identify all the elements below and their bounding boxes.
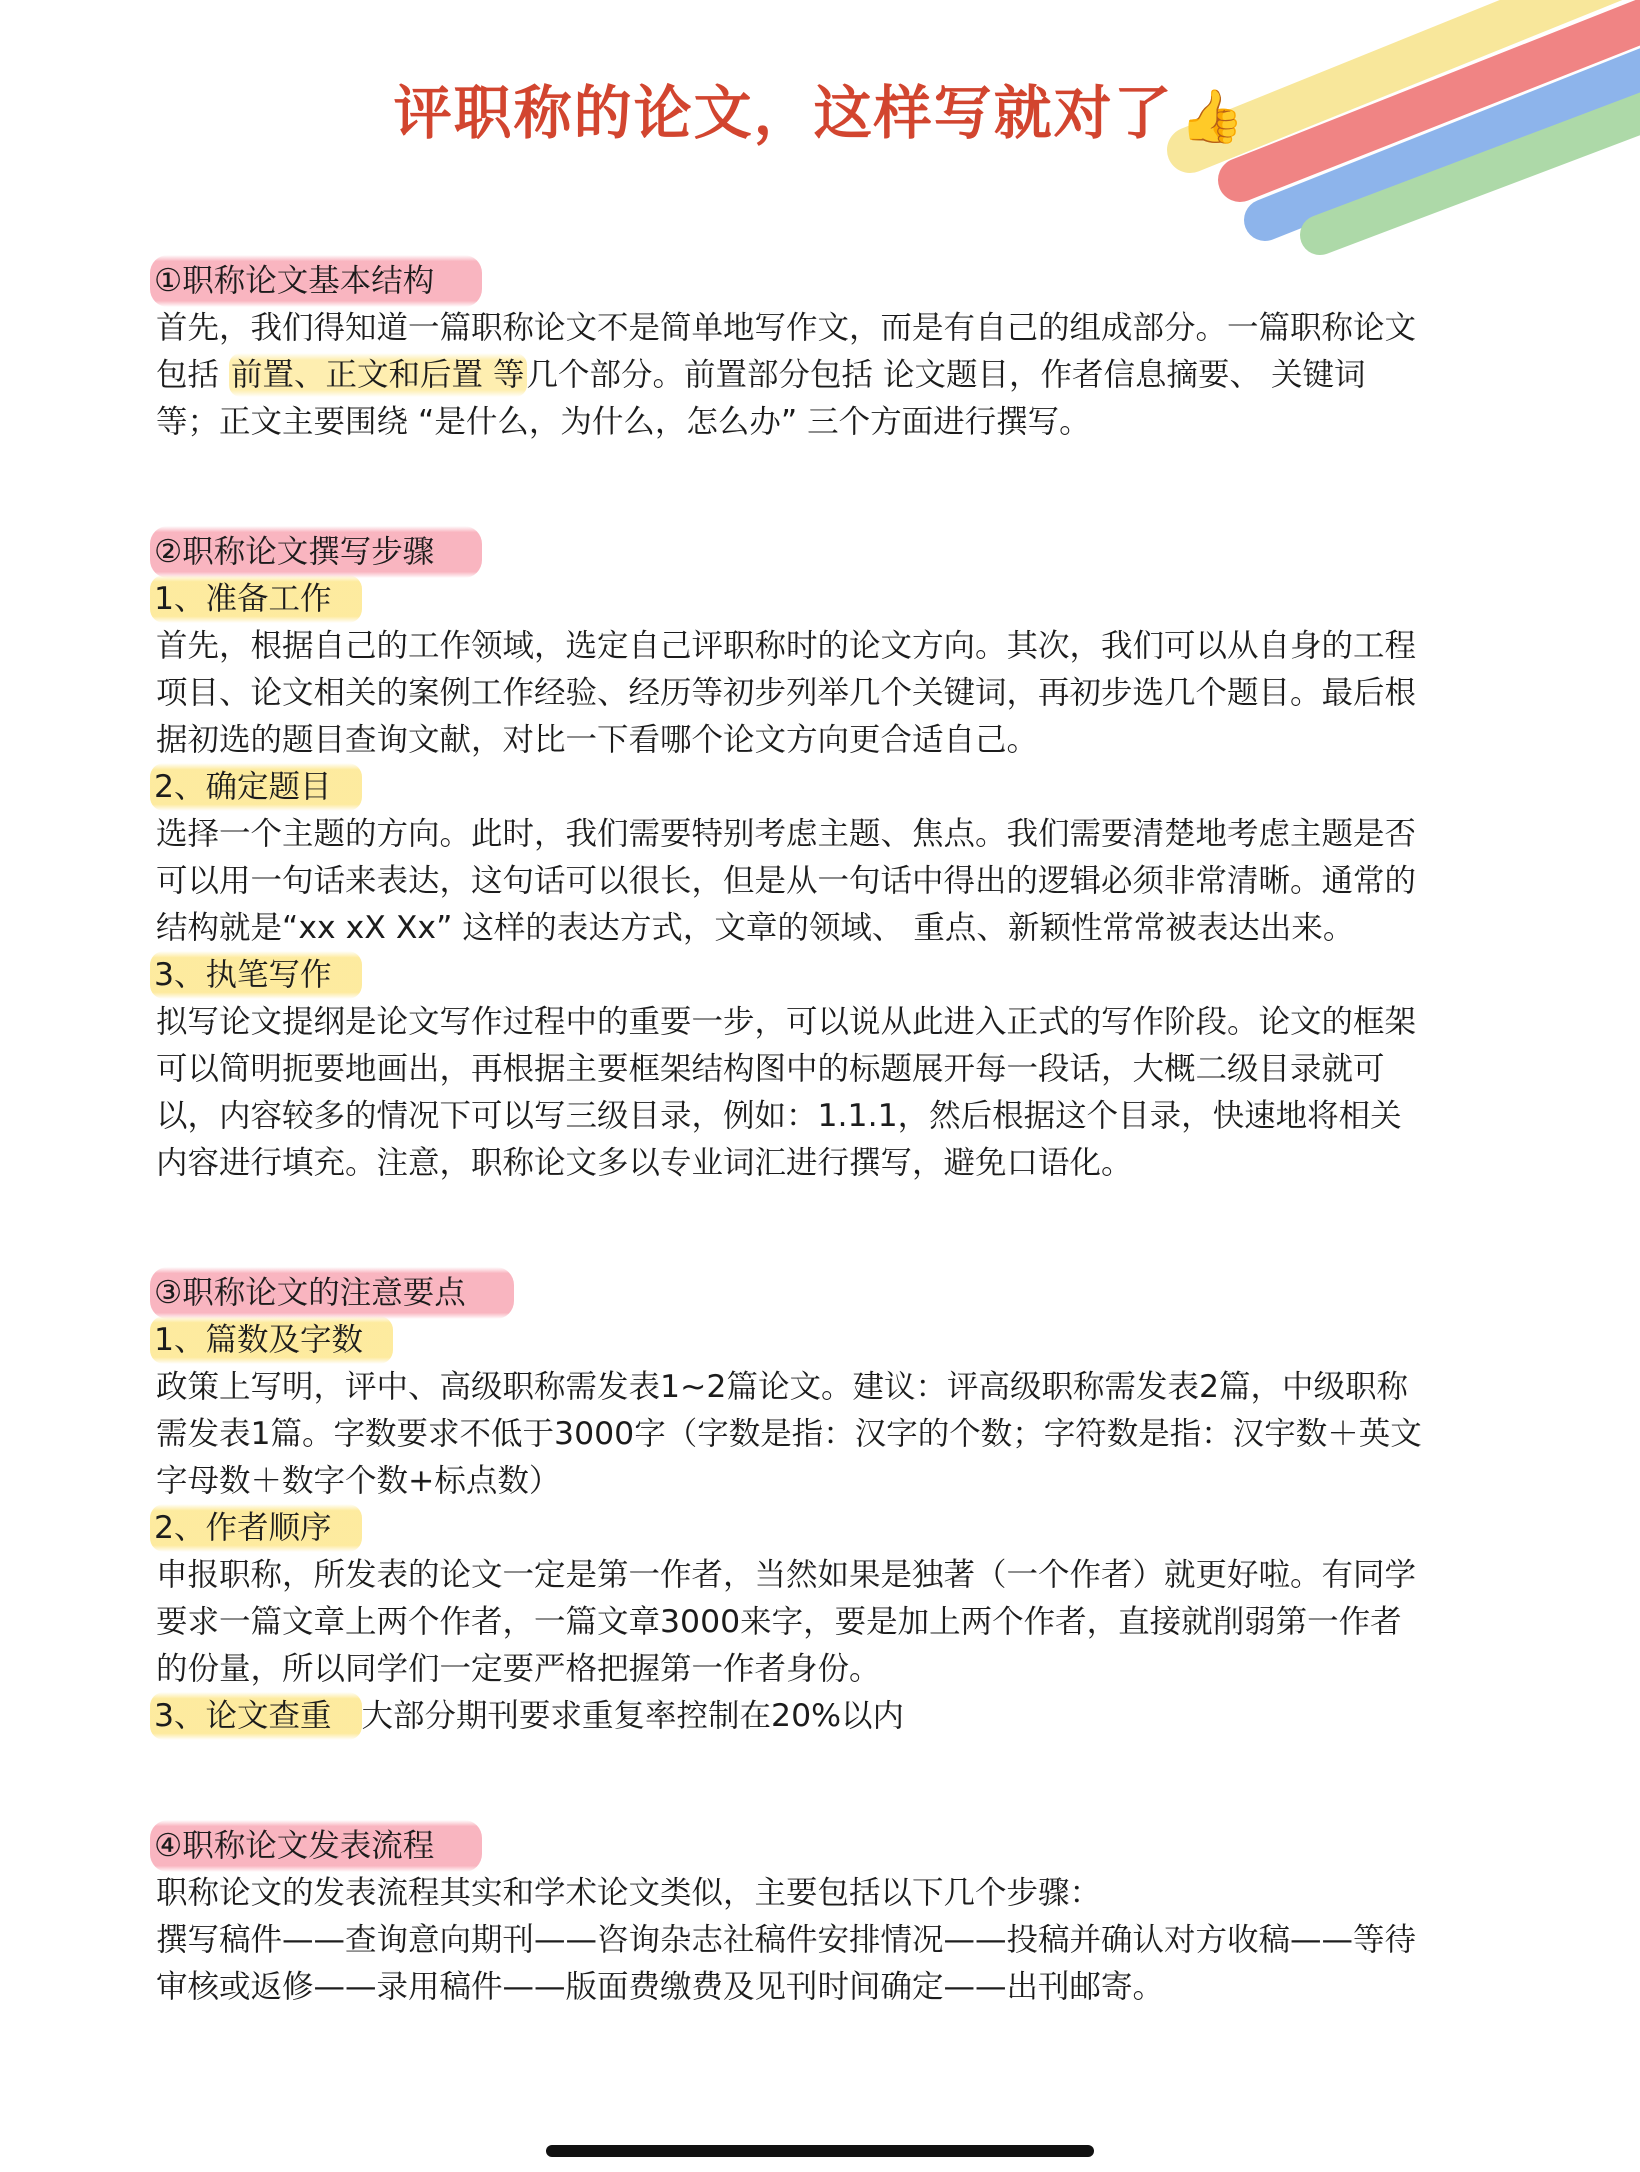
subheading-1 xyxy=(156,1317,1486,1364)
paragraph-line: 首先，我们得知道一篇职称论文不是简单地写作文，而是有自己的组成部分。一篇职称论文 xyxy=(156,310,1417,346)
section-2 xyxy=(156,529,1486,1187)
highlighted-phrase: 前置、正文和后置 等 xyxy=(229,353,527,397)
subheading-label: 3、论文查重 xyxy=(150,1692,362,1740)
paragraph-line: 要求一篇文章上两个作者，一篇文章3000来字，要是加上两个作者，直接就削弱第一作者 xyxy=(156,1604,1402,1640)
paragraph-line: 审核或返修——录用稿件——版面费缴费及见刊时间确定——出刊邮寄。 xyxy=(156,1969,1165,2005)
home-indicator xyxy=(546,2145,1094,2157)
paragraph-line: 包括 前置、正文和后置 等几个部分。前置部分包括 论文题目，作者信息摘要、 关键词 xyxy=(156,352,1486,399)
subheading-1 xyxy=(156,576,1486,623)
section-heading-text: ④职称论文发表流程 xyxy=(150,1820,482,1872)
section-heading xyxy=(156,1823,1486,1870)
paragraph-line: 选择一个主题的方向。此时，我们需要特别考虑主题、焦点。我们需要清楚地考虑主题是否 xyxy=(156,816,1417,852)
paragraph-line: 内容进行填充。注意，职称论文多以专业词汇进行撰写，避免口语化。 xyxy=(156,1145,1133,1181)
paragraph-line: 字母数＋数字个数+标点数） xyxy=(156,1463,561,1499)
subheading-label: 3、执笔写作 xyxy=(150,951,362,999)
paragraph-line: 等；正文主要围绕 “是什么，为什么，怎么办” 三个方面进行撰写。 xyxy=(156,404,1091,440)
paragraph-line: 撰写稿件——查询意向期刊——咨询杂志社稿件安排情况——投稿并确认对方收稿——等待 xyxy=(156,1922,1417,1958)
subheading-2 xyxy=(156,1505,1486,1552)
paragraph-line: 政策上写明，评中、高级职称需发表1~2篇论文。建议：评高级职称需发表2篇，中级职称 xyxy=(156,1369,1409,1405)
page-title xyxy=(0,78,1640,152)
section-heading xyxy=(156,529,1486,576)
section-3 xyxy=(156,1270,1486,1740)
paragraph-line: 项目、论文相关的案例工作经验、经历等初步列举几个关键词，再初步选几个题目。最后根 xyxy=(156,675,1417,711)
paragraph-line: 结构就是“xx xX Xx” 这样的表达方式，文章的领域、 重点、新颖性常常被表达出来。 xyxy=(156,910,1355,946)
paragraph-line: 以，内容较多的情况下可以写三级目录，例如：1.1.1，然后根据这个目录，快速地将相关 xyxy=(156,1098,1402,1134)
subheading-label: 2、确定题目 xyxy=(150,763,362,811)
paragraph-line: 的份量，所以同学们一定要严格把握第一作者身份。 xyxy=(156,1651,881,1687)
section-heading xyxy=(156,258,1486,305)
paragraph-line: 首先，根据自己的工作领域，选定自己评职称时的论文方向。其次，我们可以从自身的工程 xyxy=(156,628,1417,664)
subheading-2 xyxy=(156,764,1486,811)
paragraph-line: 拟写论文提纲是论文写作过程中的重要一步，可以说从此进入正式的写作阶段。论文的框架 xyxy=(156,1004,1417,1040)
subheading-label: 1、准备工作 xyxy=(150,575,362,623)
paragraph-line: 可以简明扼要地画出，再根据主要框架结构图中的标题展开每一段话，大概二级目录就可 xyxy=(156,1051,1385,1087)
subheading-label: 1、篇数及字数 xyxy=(150,1316,393,1364)
subheading-label: 2、作者顺序 xyxy=(150,1504,362,1552)
section-4 xyxy=(156,1823,1486,2011)
article-body xyxy=(156,258,1486,2011)
paragraph-line: 职称论文的发表流程其实和学术论文类似，主要包括以下几个步骤： xyxy=(156,1875,1102,1911)
paragraph-line: 需发表1篇。字数要求不低于3000字（字数是指：汉字的个数；字符数是指：汉宇数＋英文 xyxy=(156,1416,1422,1452)
thumbs-up-icon: 👍 xyxy=(1179,86,1247,147)
section-heading-text: ①职称论文基本结构 xyxy=(150,255,482,307)
subheading-3 xyxy=(156,1693,1486,1740)
section-1 xyxy=(156,258,1486,446)
section-heading-text: ③职称论文的注意要点 xyxy=(150,1267,514,1319)
paragraph-line: 申报职称，所发表的论文一定是第一作者，当然如果是独著（一个作者）就更好啦。有同学 xyxy=(156,1557,1417,1593)
paragraph-line: 据初选的题目查询文献，对比一下看哪个论文方向更合适自己。 xyxy=(156,722,1039,758)
subheading-3 xyxy=(156,952,1486,999)
subheading-inline-text: 大部分期刊要求重复率控制在20%以内 xyxy=(361,1698,905,1734)
page-title-text: 评职称的论文，这样写就对了 xyxy=(393,79,1174,147)
section-heading-text: ②职称论文撰写步骤 xyxy=(150,526,482,578)
section-heading xyxy=(156,1270,1486,1317)
paragraph-line: 可以用一句话来表达，这句话可以很长，但是从一句话中得出的逻辑必须非常清晰。通常的 xyxy=(156,863,1417,899)
